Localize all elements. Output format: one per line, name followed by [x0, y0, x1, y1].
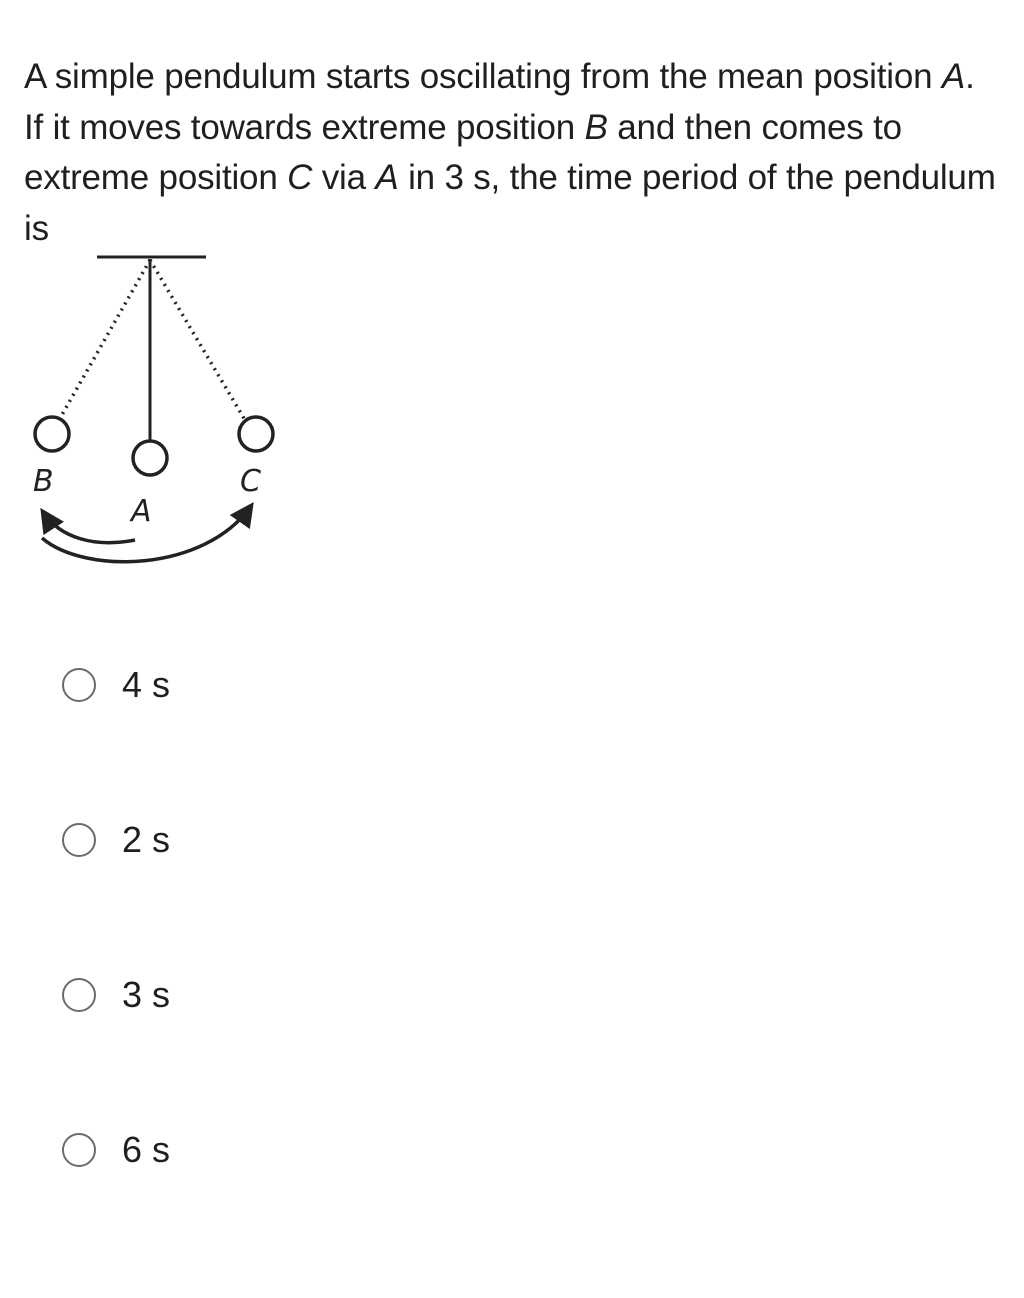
option-label: 2 s [122, 819, 171, 860]
label-c: C [240, 464, 261, 499]
radio-button[interactable] [62, 978, 96, 1012]
radio-button[interactable] [62, 823, 96, 857]
pendulum-bob-b [35, 417, 69, 451]
radio-button[interactable] [62, 668, 96, 702]
pendulum-bob-a [133, 441, 167, 475]
label-b: B [33, 464, 54, 499]
question-text-part: via [312, 158, 376, 197]
question-text-part: and then comes to extreme position [24, 107, 902, 197]
question-text-part: . If it moves towards extreme position [24, 57, 975, 147]
pendulum-string-right-dotted [150, 260, 245, 420]
option-4s[interactable] [62, 661, 170, 709]
question-text [24, 52, 999, 254]
option-6s[interactable] [62, 1126, 170, 1174]
pendulum-string-left-dotted [59, 260, 150, 420]
option-label: 3 s [122, 974, 171, 1015]
option-2s[interactable] [62, 816, 170, 864]
question-variable: B [584, 107, 608, 147]
question-variable: C [287, 158, 313, 197]
question-variable: A [941, 57, 966, 96]
pendulum-figure [0, 240, 320, 580]
question-variable: A [375, 158, 399, 197]
option-label: 4 s [122, 664, 171, 705]
motion-arrow-a-to-b [43, 512, 135, 543]
question-text-part: in 3 s, the time period of the pendulum is [24, 158, 996, 248]
option-label: 6 s [122, 1129, 171, 1170]
option-3s[interactable] [62, 971, 170, 1019]
label-a: A [131, 494, 152, 529]
pendulum-bob-c [239, 417, 273, 451]
radio-button[interactable] [62, 1133, 96, 1167]
question-text-part: A simple pendulum starts oscillating from the mean position [24, 57, 942, 96]
